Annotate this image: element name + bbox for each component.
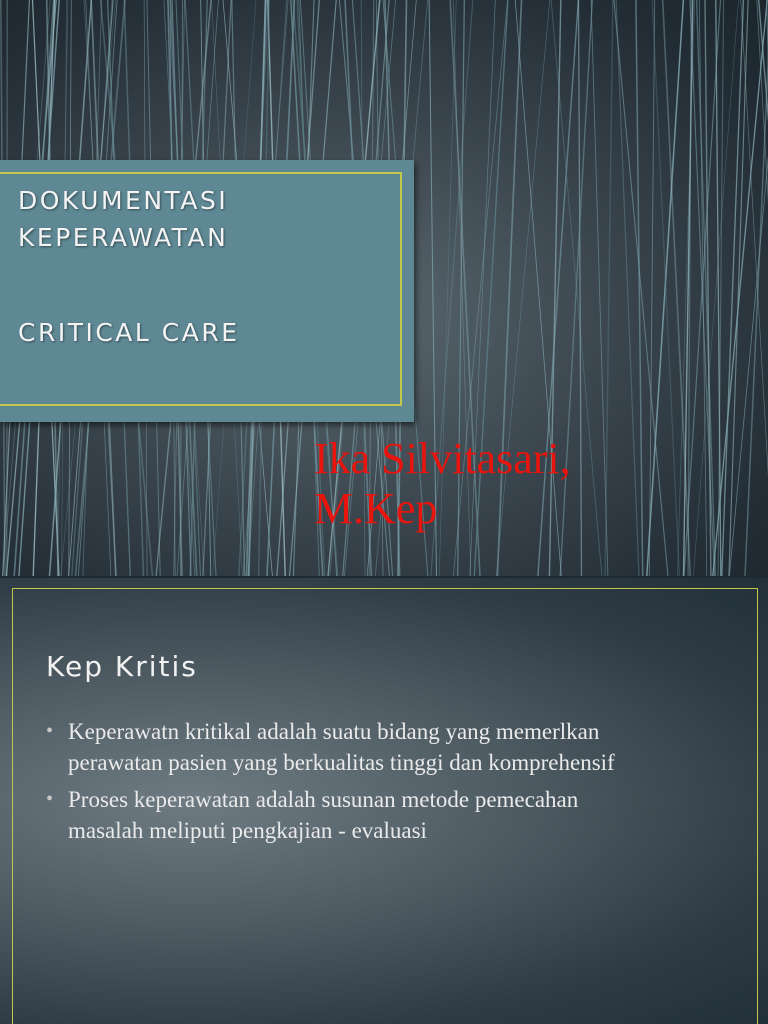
author-line-2: M.Kep — [314, 484, 438, 533]
bullet-dot-icon: • — [46, 788, 54, 810]
slide-heading: Kep Kritis — [46, 650, 198, 683]
title-text — [18, 182, 398, 351]
content-slide — [0, 578, 768, 1024]
list-item — [46, 716, 746, 778]
title-line-2: KEPERAWATAN — [18, 223, 229, 252]
bullet-2-line-1: Proses keperawatan adalah susunan metode pemecahan — [68, 787, 579, 812]
bullet-1-line-1: Keperawatn kritikal adalah suatu bidang yang memerlkan — [68, 719, 600, 744]
list-item — [46, 784, 746, 846]
bullet-dot-icon: • — [46, 720, 54, 742]
title-box — [0, 160, 414, 422]
author-line-1: Ika Silvitasari, — [314, 434, 571, 483]
bullet-list — [46, 716, 746, 852]
author-name — [314, 434, 754, 534]
bullet-1-line-2: perawatan pasien yang berkualitas tinggi dan komprehensif — [68, 750, 615, 775]
title-line-1: DOKUMENTASI — [18, 186, 229, 215]
subtitle: CRITICAL CARE — [18, 318, 240, 347]
bullet-2-line-2: masalah meliputi pengkajian - evaluasi — [68, 818, 427, 843]
